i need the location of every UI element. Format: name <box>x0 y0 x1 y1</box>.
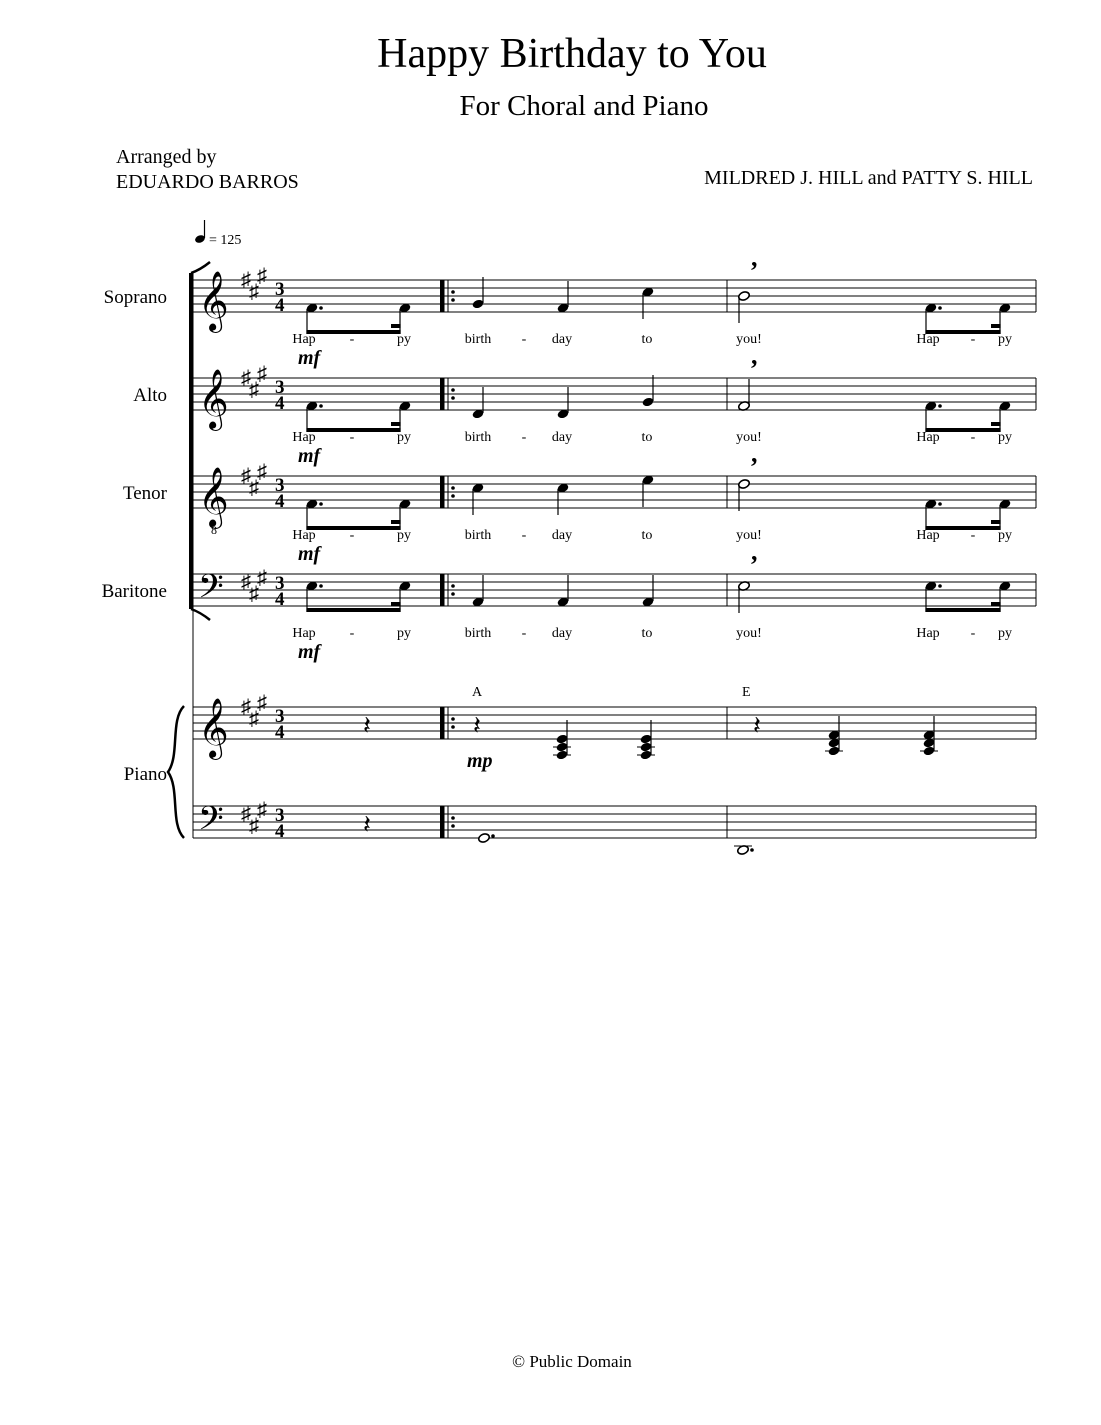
sharp-icon: ♯ <box>241 803 251 825</box>
lyric-syllable: - <box>349 528 355 543</box>
arranger-name: EDUARDO BARROS <box>116 171 299 193</box>
piano-name: Piano <box>123 764 167 785</box>
lyric-syllable: to <box>641 626 653 641</box>
time-sig-bottom: 4 <box>275 491 285 512</box>
chord-symbol: E <box>742 685 751 700</box>
lyric-syllable: py <box>397 626 411 641</box>
sixteenth-beam <box>991 324 1001 328</box>
lyric-syllable: birth <box>464 430 492 445</box>
lyric-syllable: day <box>551 332 573 347</box>
lyric-syllable: - <box>521 430 527 445</box>
augmentation-dot <box>750 848 754 852</box>
lyric-syllable: - <box>521 528 527 543</box>
sixteenth-beam <box>391 422 401 426</box>
piano-staff-group <box>124 764 167 785</box>
lyric-syllable: py <box>998 626 1012 641</box>
lyric-syllable: birth <box>464 332 492 347</box>
dynamic-marking: mp <box>467 750 493 772</box>
tempo-marking <box>194 220 241 248</box>
lyric-syllable: you! <box>736 430 762 445</box>
staff-baritone <box>102 537 1036 663</box>
sharp-icon: ♯ <box>249 708 259 730</box>
sixteenth-beam <box>391 324 401 328</box>
quarter-rest-icon: 𝄽 <box>363 810 371 839</box>
sharp-icon: ♯ <box>249 379 259 401</box>
staff-tenor <box>123 439 1036 565</box>
sixteenth-beam <box>991 602 1001 606</box>
staff-soprano <box>104 243 1036 369</box>
lyric-syllable: - <box>349 430 355 445</box>
augmentation-dot <box>319 502 323 506</box>
lyric-syllable: - <box>970 528 976 543</box>
treble-clef-icon: 𝄞 <box>198 469 229 526</box>
time-sig-top: 3 <box>275 805 285 826</box>
time-sig-top: 3 <box>275 475 285 496</box>
time-sig-bottom: 4 <box>275 295 285 316</box>
sharp-icon: ♯ <box>257 799 267 821</box>
augmentation-dot <box>491 834 495 838</box>
staff-name: Tenor <box>122 483 167 504</box>
copyright-notice: © Public Domain <box>512 1352 632 1371</box>
lyric-syllable: - <box>521 626 527 641</box>
bass-clef-icon: 𝄢 <box>198 568 224 613</box>
treble-clef-icon: 𝄞 <box>198 273 229 330</box>
beam <box>925 608 1000 612</box>
sixteenth-beam <box>391 520 401 524</box>
lyric-syllable: birth <box>464 528 492 543</box>
staff-name: Alto <box>133 385 167 406</box>
sixteenth-beam <box>991 520 1001 524</box>
staff-name: Baritone <box>101 581 167 602</box>
augmentation-dot <box>319 306 323 310</box>
lyric-syllable: py <box>998 430 1012 445</box>
sharp-icon: ♯ <box>241 571 251 593</box>
bass-clef-icon: 𝄢 <box>198 800 224 845</box>
score-subtitle: For Choral and Piano <box>459 90 709 122</box>
lyric-syllable: Hap <box>292 332 316 347</box>
sharp-icon: ♯ <box>241 269 251 291</box>
time-sig-bottom: 4 <box>275 722 285 743</box>
breath-mark: , <box>751 439 758 468</box>
lyric-syllable: day <box>551 528 573 543</box>
lyric-syllable: Hap <box>916 626 940 641</box>
breath-mark: , <box>751 341 758 370</box>
dynamic-marking: mf <box>298 641 321 663</box>
chord-symbol: A <box>472 685 483 700</box>
octave-eight-marker: 8 <box>211 523 217 537</box>
lyric-syllable: - <box>970 626 976 641</box>
arranger-label: Arranged by <box>116 146 217 168</box>
time-sig-bottom: 4 <box>275 821 285 842</box>
lyric-syllable: Hap <box>292 430 316 445</box>
lyric-syllable: to <box>641 430 653 445</box>
piano-treble-staff <box>193 685 1036 772</box>
sharp-icon: ♯ <box>249 815 259 837</box>
time-sig-top: 3 <box>275 573 285 594</box>
treble-clef-icon: 𝄞 <box>198 371 229 428</box>
augmentation-dot <box>319 404 323 408</box>
lyric-syllable: - <box>349 626 355 641</box>
sharp-icon: ♯ <box>257 692 267 714</box>
lyric-syllable: day <box>551 430 573 445</box>
quarter-rest-icon: 𝄽 <box>363 711 371 740</box>
lyric-syllable: - <box>970 332 976 347</box>
lyric-syllable: - <box>349 332 355 347</box>
quarter-rest-icon: 𝄽 <box>753 711 761 740</box>
composer-credit: MILDRED J. HILL and PATTY S. HILL <box>704 167 1033 189</box>
lyric-syllable: you! <box>736 528 762 543</box>
lyric-syllable: you! <box>736 332 762 347</box>
time-sig-top: 3 <box>275 706 285 727</box>
time-sig-top: 3 <box>275 377 285 398</box>
sharp-icon: ♯ <box>257 461 267 483</box>
sharp-icon: ♯ <box>257 363 267 385</box>
lyric-syllable: Hap <box>916 332 940 347</box>
treble-clef-icon: 𝄞 <box>198 700 229 757</box>
sharp-icon: ♯ <box>249 281 259 303</box>
time-sig-bottom: 4 <box>275 393 285 414</box>
augmentation-dot <box>938 404 942 408</box>
lyric-syllable: - <box>521 332 527 347</box>
augmentation-dot <box>319 584 323 588</box>
lyric-syllable: py <box>998 528 1012 543</box>
augmentation-dot <box>938 502 942 506</box>
piano-brace <box>168 706 184 838</box>
lyric-syllable: you! <box>736 626 762 641</box>
lyric-syllable: Hap <box>292 626 316 641</box>
beam <box>306 608 400 612</box>
lyric-syllable: py <box>998 332 1012 347</box>
sharp-icon: ♯ <box>257 265 267 287</box>
lyric-syllable: to <box>641 528 653 543</box>
dynamic-marking: mf <box>298 347 321 369</box>
sharp-icon: ♯ <box>249 477 259 499</box>
lyric-syllable: Hap <box>292 528 316 543</box>
sharp-icon: ♯ <box>241 367 251 389</box>
lyric-syllable: py <box>397 430 411 445</box>
piano-bass-staff <box>193 799 1036 855</box>
staff-name: Soprano <box>103 287 167 308</box>
sharp-icon: ♯ <box>241 465 251 487</box>
sixteenth-beam <box>391 602 401 606</box>
lyric-syllable: - <box>970 430 976 445</box>
breath-mark: , <box>751 537 758 566</box>
lyric-syllable: py <box>397 528 411 543</box>
tempo-text: = 125 <box>209 233 242 248</box>
time-sig-top: 3 <box>275 279 285 300</box>
score-title: Happy Birthday to You <box>377 31 767 77</box>
lyric-syllable: Hap <box>916 430 940 445</box>
sixteenth-beam <box>991 422 1001 426</box>
lyric-syllable: py <box>397 332 411 347</box>
dynamic-marking: mf <box>298 445 321 467</box>
augmentation-dot <box>938 584 942 588</box>
lyric-syllable: Hap <box>916 528 940 543</box>
dynamic-marking: mf <box>298 543 321 565</box>
sharp-icon: ♯ <box>241 696 251 718</box>
time-sig-bottom: 4 <box>275 589 285 610</box>
staff-alto <box>133 341 1036 467</box>
breath-mark: , <box>751 243 758 272</box>
sharp-icon: ♯ <box>249 583 259 605</box>
augmentation-dot <box>938 306 942 310</box>
lyric-syllable: to <box>641 332 653 347</box>
lyric-syllable: day <box>551 626 573 641</box>
sharp-icon: ♯ <box>257 567 267 589</box>
dotted-half-note <box>478 833 491 844</box>
quarter-rest-icon: 𝄽 <box>473 711 481 740</box>
lyric-syllable: birth <box>464 626 492 641</box>
